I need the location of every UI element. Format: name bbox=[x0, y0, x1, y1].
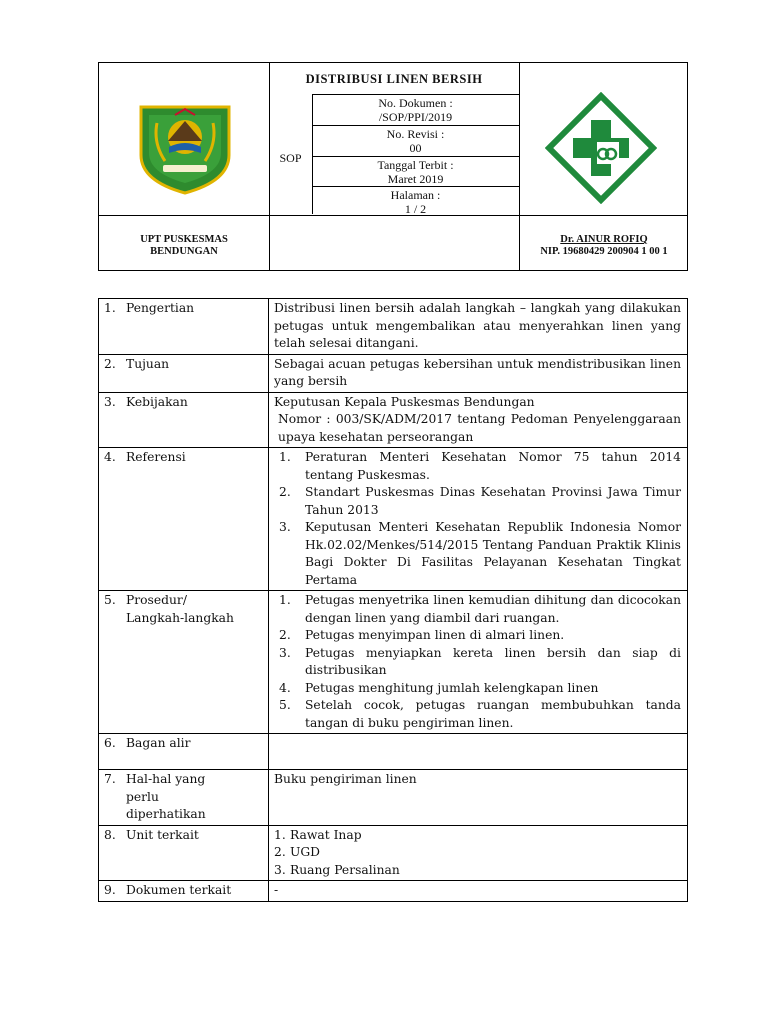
section-label: Unit terkait bbox=[126, 827, 199, 842]
table-row: 9. Dokumen terkait - bbox=[99, 881, 688, 902]
head-name: Dr. AINUR ROFIQ bbox=[560, 234, 648, 245]
divider bbox=[269, 63, 270, 270]
org-name-line2: BENDUNGAN bbox=[150, 246, 218, 257]
table-row: 5. Prosedur/ Langkah-langkah 1. Petugas menyetrika linen kemudian dihitung dan dicocokan dengan linen yang diambil dari ruangan. 2. Petugas menyimpan linen di almari linen. 3. Petugas menyiapkan kereta linen bersih dan siap di distribusikan 4. Petugas menghitung jumlah kelengkapan linen 5. Setelah cocok, petugas ruangan membubuhkan tanda tangan di buku pengiriman linen. bbox=[99, 591, 688, 734]
date-label: Tanggal Terbit : bbox=[377, 158, 454, 172]
list-item: 2. Standart Puskesmas Dinas Kesehatan Provinsi Jawa Timur Tahun 2013 bbox=[279, 485, 681, 517]
section-content: Distribusi linen bersih adalah langkah – langkah yang dilakukan petugas untuk mengembalikan atau menyerahkan linen yang telah selesai ditangani. bbox=[269, 299, 688, 355]
section-content bbox=[269, 591, 688, 734]
org-name-line1: UPT PUSKESMAS bbox=[140, 234, 228, 245]
sop-label: SOP bbox=[279, 151, 302, 165]
doc-number-label: No. Dokumen : bbox=[378, 96, 453, 110]
puskesmas-cross-logo bbox=[545, 92, 657, 204]
section-content: Buku pengiriman linen bbox=[269, 770, 688, 826]
sop-content-table bbox=[98, 298, 688, 902]
divider bbox=[312, 94, 519, 95]
list-item: 4. Petugas menghitung jumlah kelengkapan linen bbox=[279, 680, 599, 695]
divider bbox=[312, 186, 519, 187]
section-label: Pengertian bbox=[126, 301, 195, 315]
page-value: 1 / 2 bbox=[404, 202, 427, 216]
list-item: 2. Petugas menyimpan linen di almari linen. bbox=[279, 628, 565, 642]
list-item: 3. Petugas menyiapkan kereta linen bersih dan siap di distribusikan bbox=[279, 645, 681, 677]
section-label: Kebijakan bbox=[126, 394, 188, 409]
list-item: 3. Keputusan Menteri Kesehatan Republik Indonesia Nomor Hk.02.02/Menkes/514/2015 Tentang Panduan Praktik Klinis Bagi Dokter Di Fasilitas Pelayanan Kesehatan Tingkat Pertama bbox=[279, 520, 681, 587]
doc-number-value: /SOP/PPI/2019 bbox=[378, 110, 453, 124]
table-row: 4. Referensi 1. Peraturan Menteri Kesehatan Nomor 75 tahun 2014 tentang Puskesmas. 2. Standart Puskesmas Dinas Kesehatan Provinsi Jawa Timur Tahun 2013 3. Keputusan Menteri Kesehatan Republik Indonesia Nomor Hk.02.02/Menkes/514/2015 Tentang Panduan Praktik Klinis Bagi Dokter Di Fasilitas Pelayanan Kesehatan Tingkat Pertama bbox=[99, 448, 688, 591]
section-content bbox=[269, 825, 688, 881]
list-item: 5. Setelah cocok, petugas ruangan membubuhkan tanda tangan di buku pengiriman linen. bbox=[279, 698, 681, 730]
section-label: Referensi bbox=[126, 450, 186, 464]
section-content: Sebagai acuan petugas kebersihan untuk mendistribusikan linen yang bersih bbox=[269, 354, 688, 392]
section-label: Tujuan bbox=[126, 356, 170, 371]
section-content bbox=[269, 734, 688, 770]
table-row: 1. Pengertian Distribusi linen bersih adalah langkah – langkah yang dilakukan petugas untuk mengembalikan atau menyerahkan linen yang telah selesai ditangani. bbox=[99, 299, 688, 355]
revision-value: 00 bbox=[409, 141, 422, 155]
section-content: Keputusan Kepala Puskesmas Bendungan Nomor : 003/SK/ADM/2017 tentang Pedoman Penyelenggaraan upaya kesehatan perseorangan bbox=[269, 392, 688, 448]
table-row: 7. Hal-hal yang perlu diperhatikan Buku pengiriman linen bbox=[99, 770, 688, 826]
list-item: 1. Peraturan Menteri Kesehatan Nomor 75 tahun 2014 tentang Puskesmas. bbox=[279, 450, 681, 482]
list-item: 2. UGD bbox=[274, 845, 321, 859]
section-label: Bagan alir bbox=[126, 736, 191, 750]
section-content: - bbox=[269, 881, 688, 902]
divider bbox=[312, 125, 519, 126]
section-label: Dokumen terkait bbox=[126, 883, 232, 897]
list-item: 1. Petugas menyetrika linen kemudian dihitung dan dicocokan dengan linen yang diambil dari ruangan. bbox=[279, 593, 681, 625]
regency-shield-logo bbox=[135, 103, 235, 195]
document-title: DISTRIBUSI LINEN BERSIH bbox=[305, 72, 483, 86]
page-label: Halaman : bbox=[390, 188, 441, 202]
revision-label: No. Revisi : bbox=[386, 127, 445, 141]
section-label: Prosedur/ Langkah-langkah bbox=[126, 593, 234, 625]
sop-header bbox=[98, 62, 688, 271]
divider bbox=[312, 156, 519, 157]
section-content bbox=[269, 448, 688, 591]
head-nip: NIP. 19680429 200904 1 00 1 bbox=[540, 246, 668, 257]
table-row: 3. Kebijakan Keputusan Kepala Puskesmas Bendungan Nomor : 003/SK/ADM/2017 tentang Pedoman Penyelenggaraan upaya kesehatan perseorangan bbox=[99, 392, 688, 448]
table-row: 2. Tujuan Sebagai acuan petugas kebersihan untuk mendistribusikan linen yang bersih bbox=[99, 354, 688, 392]
table-row: 6. Bagan alir bbox=[99, 734, 688, 770]
date-value: Maret 2019 bbox=[387, 172, 444, 186]
list-item: 3. Ruang Persalinan bbox=[274, 862, 400, 877]
list-item: 1. Rawat Inap bbox=[274, 827, 362, 842]
section-label: Hal-hal yang perlu diperhatikan bbox=[126, 772, 206, 821]
table-row: 8. Unit terkait 1. Rawat Inap 2. UGD 3. Ruang Persalinan bbox=[99, 825, 688, 881]
